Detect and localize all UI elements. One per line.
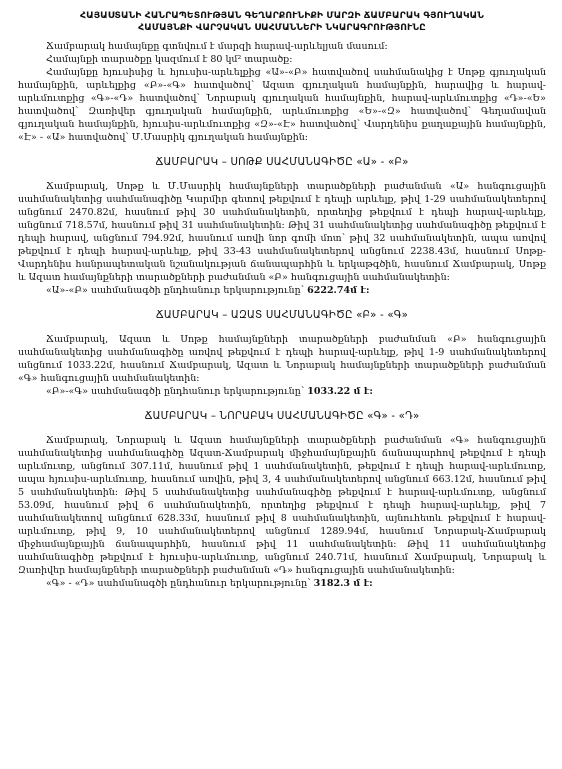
summary-value: 3182.3 մ է: <box>313 578 373 589</box>
intro-paragraph-neighbors: Համայնքը հյուսիսից և հյուսիս-արևելքից «Ա»-«Բ» հատվածով սահմանակից է Սոթք գյուղական համայնքին, արևելքից «Բ»-«Գ» հատվածով՝ Ազատ գյուղական համայնքին, հարավից և հարավ-արևմուտքից «Գ»-«Դ» հատվածով՝ Նորաբակ գյուղական համայնքին, հարավ-արևմուտքից «Դ»-«Ե» հատվածով՝ Զառիվեր գյուղական համայնքին, արևմուտքից «Ե»-«Զ» հատվածով՝ Գեղամավան գյուղական համայնքին, հյուսիս-արևմուտքից «Զ»-«Է» հատվածով՝ Վարդենիս քաղաքային համայնքին, «Է» - «Ա» հատվածով՝ Մ.Մասրիկ գյուղական համայնքին: <box>18 67 546 143</box>
summary-label: «Գ» - «Դ» սահմանագծի ընդհանուր երկարությունը՝ <box>46 578 311 589</box>
summary-value: 1033.22 մ է: <box>307 386 373 397</box>
section-heading-g-d: ՃԱՄԲԱՐԱԿ – ՆՈՐԱԲԱԿ ՍԱՀՄԱՆԱԳԻԾԸ «Գ» - «Դ» <box>144 411 420 422</box>
section-body-a-b: Ճամբարակ, Սոթք և Մ.Մասրիկ համայնքների տարածքների բաժանման «Ա» հանգուցային սահմանակետից սահմանագիծը Կարմիր գետով թեքվում է դեպի արևելք, թիվ 1-29 սահմանակետերով անցնում 2470.82մ, հասնում թիվ 30 սահմանակետին, որտեղից թեքվում է դեպի հարավ-արևելք, անցնում 718.57մ, հասնում թիվ 31 սահմանակետին: Թիվ 31 սահմանակետից սահմանագիծը թեքվում է դեպի հարավ, անցնում 794.92մ, հասնում առվի նոր գոմի մոտ՝ թիվ 32 սահմանակետին, ապա առվով թեքվում է դեպի հարավ-արևելք, թիվ 33-43 սահմանակետերով անցնում 2238.43մ, հասնում Սոթք-Վարդենիս հանրապետական նշանակության ճանապարհին և երկաթգծին, հասնում Ճամբարակ, Սոթք և Ազատ համայնքների տարածքների բաժանման «Բ» հանգուցային սահմանակետին: <box>18 181 546 283</box>
section-heading-a-b: ՃԱՄԲԱՐԱԿ – ՍՈԹՔ ՍԱՀՄԱՆԱԳԻԾԸ «Ա» - «Բ» <box>155 157 409 168</box>
summary-value: 6222.74մ է: <box>307 285 370 296</box>
document-title <box>18 10 546 34</box>
section-summary-g-d <box>18 577 546 590</box>
document-title-line-1: ՀԱՅԱՍՏԱՆԻ ՀԱՆՐԱՊԵՏՈՒԹՅԱՆ ԳԵՂԱՐՔՈՒՆԻՔԻ ՄԱՐԶԻ ՃԱՄԲԱՐԱԿ ԳՅՈՒՂԱԿԱՆ <box>80 10 484 21</box>
section-body-g-d: Ճամբարակ, Նորաբակ և Ազատ համայնքների տարածքների բաժանման «Գ» հանգուցային սահմանակետից սահմանագիծը Ազատ-Ճամբարակ միջհամայնքային ճանապարհով թեքվում է դեպի արևմուտք, անցնում 307.11մ, հասնում թիվ 1 սահմանակետին, թեքվում է դեպի հարավ-արևմուտք, ապա հյուսիս-արևմուտք, հասնում առվին, թիվ 3, 4 սահմանակետերով անցնում 663.12մ, հասնում թիվ 5 սահմանակետին: Թիվ 5 սահմանակետից սահմանագիծը թեքվում է հարավ-արևմուտք, անցնում 53.09մ, հասնում թիվ 6 սահմանակետին, որտեղից թեքվում է դեպի հարավ-արևելք, թիվ 7 սահմանակետով անցնում 628.33մ, հասնում թիվ 8 սահմանակետին, այնուհետև թեքվում է հարավ-արևմուտք, թիվ 9, 10 սահմանակետերով անցնում 1289.94մ, հասնում Նորաբակ-Ճամբարակ միջհամայնքային ճանապարհին, հասնում թիվ 11 սահմանակետին: Թիվ 11 սահմանակետից սահմանագիծը թեքվում է հյուսիս-արևմուտք, անցնում 240.71մ, հասնում Ճամբարակ, Նորաբակ և Զառիվեր համայնքների տարածքների բաժանման «Դ» հանգուցային սահմանակետին: <box>18 435 546 576</box>
section-heading-b-g: ՃԱՄԲԱՐԱԿ – ԱԶԱՏ ՍԱՀՄԱՆԱԳԻԾԸ «Բ» - «Գ» <box>155 310 409 321</box>
summary-label: «Բ»-«Գ» սահմանագծի ընդհանուր երկարությունը՝ <box>46 386 305 397</box>
intro-paragraph-location: Ճամբարակ համայնքը գտնվում է մարզի հարավ-արևելյան մասում: <box>46 41 388 52</box>
section-body-b-g: Ճամբարակ, Ազատ և Սոթք համայնքների տարածքների բաժանման «Բ» հանգուցային սահմանակետից սահմանագիծը առվով թեքվում է դեպի հարավ-արևելք, թիվ 1-9 սահմանակետերով անցնում 1033.22մ, հասնում Ճամբարակ, Ազատ և Նորաբակ համայնքների տարածքների բաժանման «Գ» հանգուցային սահմանակետին: <box>18 334 546 384</box>
section-summary-b-g <box>18 385 546 398</box>
document-title-line-2: ՀԱՄԱՅՆՔԻ ՎԱՐՉԱԿԱՆ ՍԱՀՄԱՆՆԵՐԻ ՆԿԱՐԱԳՐՈՒԹՅՈՒՆԸ <box>138 22 426 33</box>
section-summary-a-b <box>18 284 546 297</box>
summary-label: «Ա»-«Բ» սահմանագծի ընդհանուր երկարությունը՝ <box>46 285 305 296</box>
intro-paragraph-area: Համայնքի տարածքը կազմում է 80 կմ² տարածք: <box>46 54 293 65</box>
